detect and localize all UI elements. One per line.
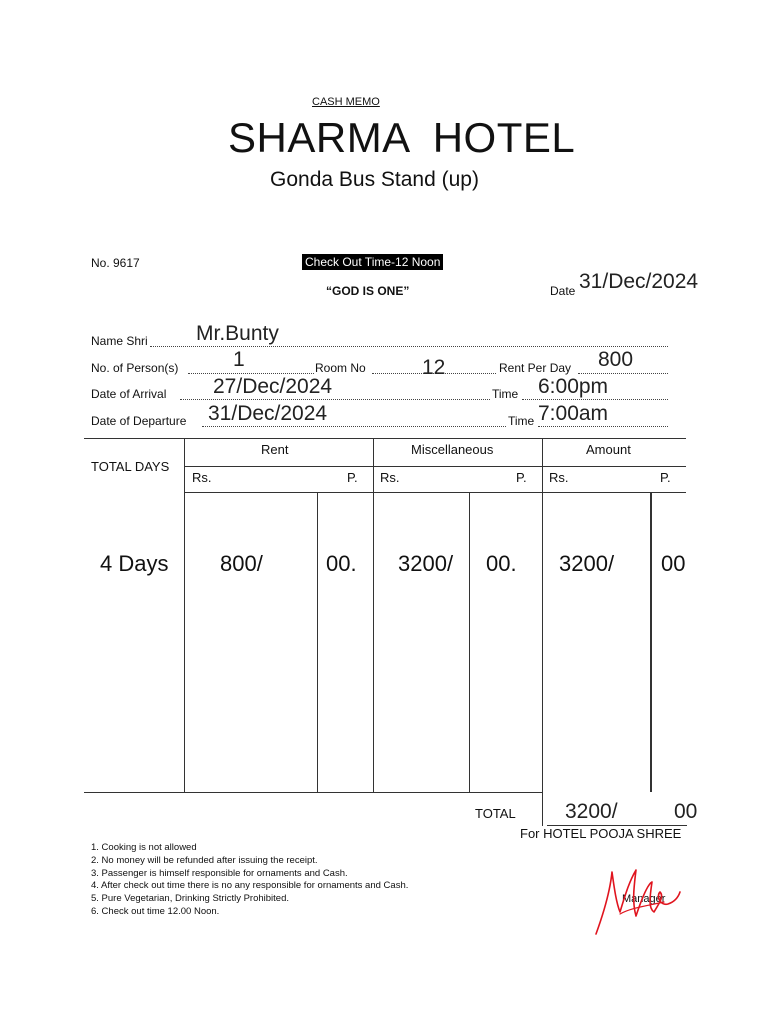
total-days-header: TOTAL DAYS [91, 459, 170, 474]
rule-item: 6. Check out time 12.00 Noon. [91, 905, 220, 917]
room-label: Room No [315, 361, 366, 375]
motto: “GOD IS ONE” [326, 284, 410, 298]
rules-list [91, 842, 408, 919]
name-label: Name Shri [91, 334, 148, 348]
misc-rs-value: 3200/ [398, 551, 454, 576]
hotel-address: Gonda Bus Stand (up) [270, 168, 479, 191]
table-col-divider-3 [542, 438, 543, 826]
misc-p-header: P. [516, 470, 527, 485]
total-label: TOTAL [475, 806, 516, 821]
rent-rs-value: 800/ [220, 551, 263, 576]
rule-item: 4. After check out time there is no any responsible for ornaments and Cash. [91, 880, 409, 892]
hotel-name: SHARMA HOTEL [228, 114, 576, 161]
arrival-dotted-line [180, 399, 490, 400]
arrival-value: 27/Dec/2024 [213, 375, 333, 398]
departure-time-dotted-line [538, 426, 668, 427]
memo-heading: CASH MEMO [312, 96, 380, 108]
name-value: Mr.Bunty [196, 322, 279, 345]
table-col-divider-2 [373, 438, 374, 792]
departure-time-value: 7:00am [538, 402, 609, 425]
rent-p-value: 00. [326, 551, 357, 576]
rule-item: 3. Passenger is himself responsible for ornaments and Cash. [91, 867, 348, 879]
persons-value: 1 [233, 348, 245, 371]
amount-rs-value: 3200/ [559, 551, 615, 576]
amount-p-divider [650, 493, 652, 792]
rule-item: 1. Cooking is not allowed [91, 842, 197, 853]
misc-p-value: 00. [486, 551, 517, 576]
arrival-time-label: Time [492, 387, 519, 401]
name-dotted-line [150, 346, 668, 347]
manager-signature [590, 862, 682, 940]
table-col-divider-1 [184, 438, 185, 792]
rule-item: 5. Pure Vegetarian, Drinking Strictly Prohibited. [91, 893, 290, 905]
amount-header: Amount [586, 442, 631, 457]
rent-per-day-label: Rent Per Day [499, 361, 572, 375]
departure-time-label: Time [508, 414, 535, 428]
checkout-time-badge: Check Out Time-12 Noon [302, 254, 443, 270]
arrival-time-value: 6:00pm [538, 375, 609, 398]
departure-dotted-line [202, 426, 506, 427]
rent-per-day-value: 800 [598, 348, 634, 371]
date-value: 31/Dec/2024 [579, 270, 699, 293]
table-top-rule [84, 438, 686, 439]
rent-header: Rent [261, 442, 289, 457]
arrival-label: Date of Arrival [91, 387, 167, 401]
table-bottom-rule [84, 792, 542, 793]
total-rs-value: 3200/ [565, 800, 618, 823]
total-days-value: 4 Days [100, 551, 169, 576]
room-value: 12 [422, 356, 446, 379]
date-label: Date [550, 284, 576, 298]
departure-value: 31/Dec/2024 [208, 402, 328, 425]
persons-label: No. of Person(s) [91, 361, 179, 375]
table-subheader-rule [184, 466, 686, 467]
for-hotel-label: For HOTEL POOJA SHREE [520, 826, 682, 841]
amount-p-header: P. [660, 470, 671, 485]
amount-rs-header: Rs. [549, 470, 569, 485]
misc-rs-header: Rs. [380, 470, 400, 485]
rule-item: 2. No money will be refunded after issuing the receipt. [91, 854, 318, 866]
bill-number: No. 9617 [91, 256, 140, 270]
rent-rs-header: Rs. [192, 470, 212, 485]
arrival-time-dotted-line [522, 399, 668, 400]
amount-p-value: 00 [661, 551, 686, 576]
misc-header: Miscellaneous [411, 442, 494, 457]
rent-dotted-line [578, 373, 668, 374]
rent-p-divider [317, 493, 318, 792]
manager-label: Manager [622, 893, 666, 905]
persons-dotted-line [188, 373, 314, 374]
table-header-bottom-rule [184, 492, 686, 493]
misc-p-divider [469, 493, 470, 792]
total-p-value: 00 [674, 800, 698, 823]
rent-p-header: P. [347, 470, 358, 485]
departure-label: Date of Departure [91, 414, 187, 428]
